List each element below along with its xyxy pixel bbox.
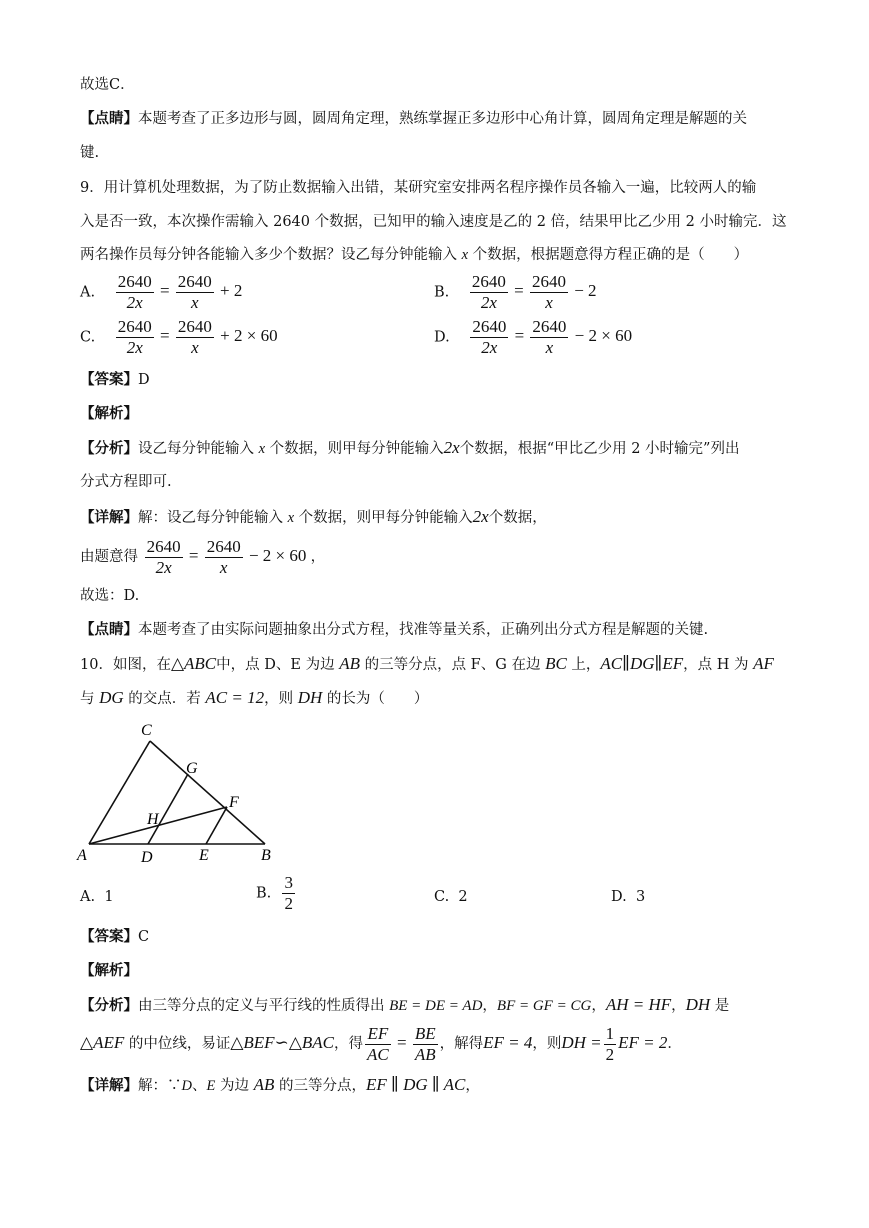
q9-detail-1: 【详解】解：设乙每分钟能输入 x 个数据，则甲每分钟能输入2x个数据，	[80, 507, 547, 526]
label-d: D	[141, 849, 153, 866]
prev-tip: 【点睛】本题考查了正多边形与圆，圆周角定理，熟练掌握正多边形中心角计算，圆周角定理是解题的关	[80, 110, 747, 127]
q10-analysis-1: 【分析】由三等分点的定义与平行线的性质得出 BE = DE = AD，BF = GF = CG，AH = HF，DH 是	[80, 995, 730, 1014]
q9-stem-3: 两名操作员每分钟各能输入多少个数据？设乙每分钟能输入 x 个数据，根据题意得方程正确的是（ ）	[80, 247, 749, 263]
label-h: H	[147, 811, 159, 828]
q9-stem-2: 入是否一致，本次操作需输入 2640 个数据，已知甲的输入速度是乙的 2 倍，结果甲比乙少用 2 小时输完．这	[80, 214, 787, 230]
q9-detail-2: 由题意得 $\frac{2640}{2x}$ = $\frac{2640}{x}$ − 2 × 60 ，	[80, 536, 326, 577]
q9-analysis-2: 分式方程即可.	[80, 474, 172, 490]
segment-ac	[89, 741, 150, 844]
label-b: B	[261, 847, 271, 864]
q10-option-a[interactable]: A. 1	[80, 889, 114, 905]
q9-answer: 【答案】D	[80, 371, 150, 388]
q9-jiexi: 【解析】	[80, 405, 138, 422]
q10-option-c[interactable]: C. 2	[434, 889, 468, 905]
q10-stem-1: 10．如图，在△ABC中，点 D、E 为边 AB 的三等分点，点 F、G 在边 BC 上，AC∥DG∥EF，点 H 为 AF	[80, 654, 774, 673]
q9-tip: 【点睛】本题考查了由实际问题抽象出分式方程，找准等量关系，正确列出分式方程是解题的关键.	[80, 621, 709, 638]
prev-choose: 故选C．	[80, 77, 135, 93]
prev-tip-cont: 键.	[80, 145, 100, 161]
q9-option-a[interactable]: A. $\frac{2640}{2x}$ = $\frac{2640}{x}$ + 2	[80, 272, 243, 312]
triangle-figure	[70, 715, 290, 870]
label-a: A	[77, 847, 87, 864]
q9-option-d[interactable]: D. $\frac{2640}{2x}$ = $\frac{2640}{x}$ − 2 × 60	[434, 317, 633, 357]
q10-option-d[interactable]: D. 3	[611, 889, 646, 905]
q10-stem-2: 与 DG 的交点．若 AC = 12，则 DH 的长为（ ）	[80, 688, 429, 707]
segment-dg	[148, 774, 188, 844]
label-f: F	[229, 794, 239, 811]
q9-analysis-1: 【分析】设乙每分钟能输入 x 个数据，则甲每分钟能输入2x个数据，根据“甲比乙少用 2 小时输完”列出	[80, 438, 740, 457]
label-e: E	[199, 847, 209, 864]
q10-analysis-2: △AEF 的中位线，易证△BEF∽△BAC，得 $\frac{EF}{AC}$ = $\frac{BE}{AB}$ ，解得EF = 4，则DH = $\frac{1}{2}$ EF = 2．	[80, 1023, 682, 1064]
q10-option-b[interactable]: B. $\frac{3}{2}$	[256, 873, 293, 913]
q9-choose: 故选：D.	[80, 588, 140, 604]
label-c: C	[141, 722, 152, 739]
q9-option-c[interactable]: C. $\frac{2640}{2x}$ = $\frac{2640}{x}$ + 2 × 60	[80, 317, 278, 357]
q9-option-b[interactable]: B. $\frac{2640}{2x}$ = $\frac{2640}{x}$ − 2	[434, 272, 597, 312]
q9-stem-1: 9．用计算机处理数据，为了防止数据输入出错，某研究室安排两名程序操作员各输入一遍，比较两人的输	[80, 180, 757, 196]
q10-detail-1: 【详解】解：∵D、E 为边 AB 的三等分点，EF ∥ DG ∥ AC，	[80, 1075, 480, 1094]
q10-answer: 【答案】C	[80, 928, 150, 945]
segment-cb	[150, 741, 265, 844]
label-g: G	[186, 760, 198, 777]
q10-jiexi: 【解析】	[80, 962, 138, 979]
